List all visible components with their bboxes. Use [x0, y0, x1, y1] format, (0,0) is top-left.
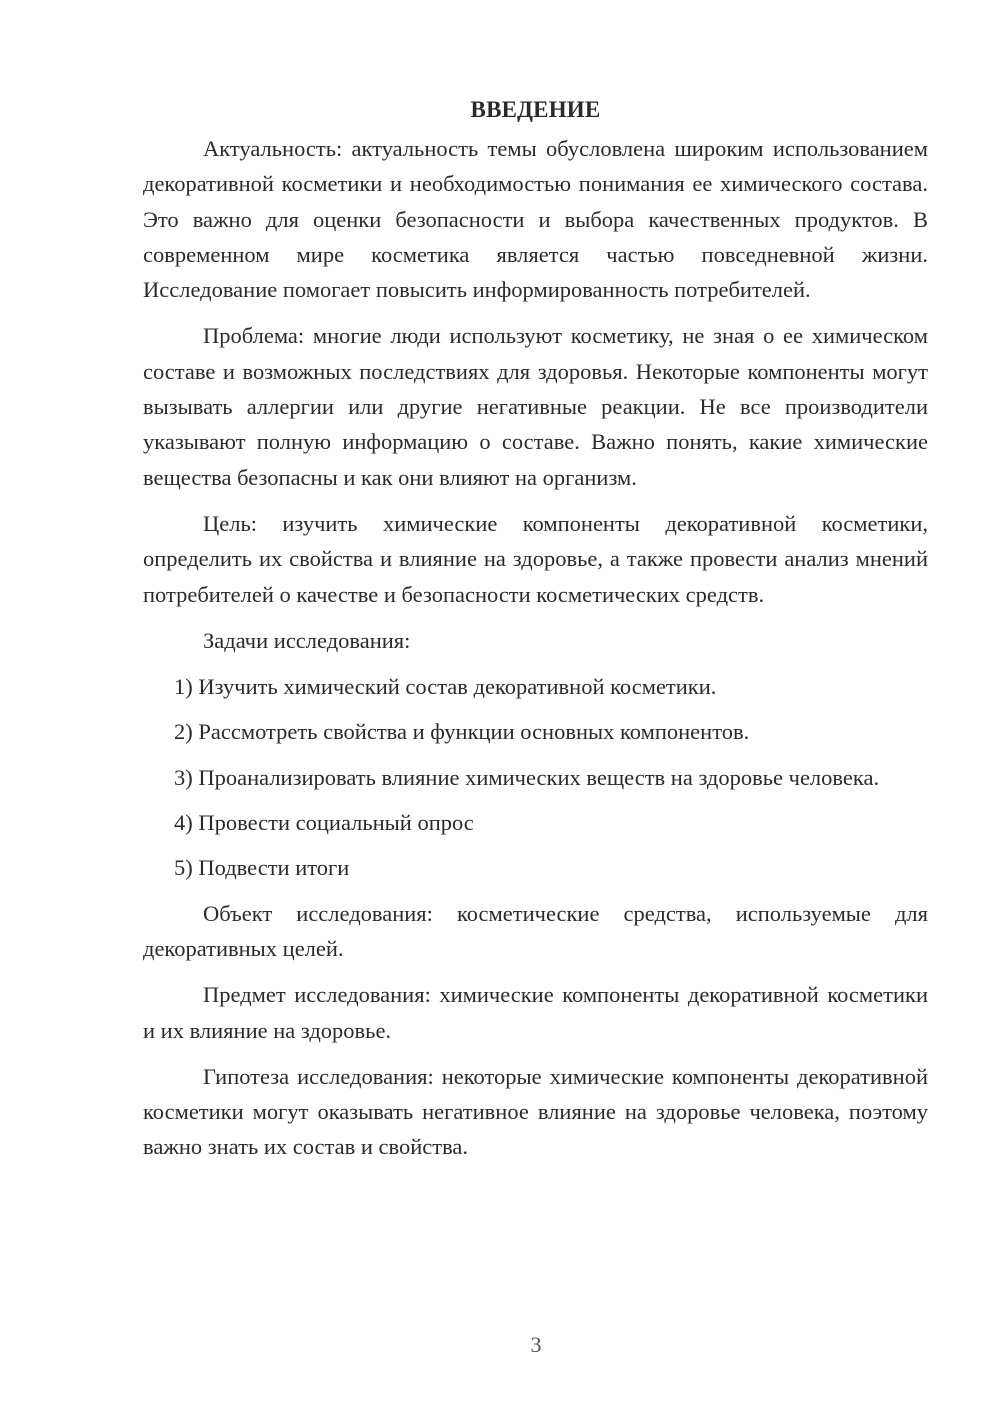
task-item-3: 3) Проанализировать влияние химических веществ на здоровье человека.: [174, 764, 880, 790]
paragraph-object: Объект исследования: косметические средства, используемые для декоративных целей.: [143, 900, 928, 961]
paragraph-problem: Проблема: многие люди используют косметику, не зная о ее химическом составе и возможных последствиях для здоровья. Некоторые компоненты могут вызывать аллергии или другие негативные реакции. Не все производители указывают полную информацию о составе. Важно понять, какие химические вещества безопасны и как они влияют на организм.: [143, 323, 928, 490]
page-body: [143, 92, 928, 1176]
task-item-4: 4) Провести социальный опрос: [174, 810, 474, 836]
task-item-1: 1) Изучить химический состав декоративной косметики.: [174, 674, 717, 700]
paragraph-subject: Предмет исследования: химические компоненты декоративной косметики и их влияние на здоровье.: [143, 982, 928, 1043]
paragraph-goal: Цель: изучить химические компоненты декоративной косметики, определить их свойства и влияние на здоровье, а также провести анализ мнений потребителей о качестве и безопасности косметических средств.: [143, 510, 928, 607]
paragraph-hypothesis: Гипотеза исследования: некоторые химические компоненты декоративной косметики могут оказывать негативное влияние на здоровье человека, поэтому важно знать их состав и свойства.: [143, 1063, 928, 1160]
page-number: 3: [530, 1332, 542, 1357]
paragraph-relevance: Актуальность: актуальность темы обусловлена широким использованием декоративной косметики и необходимостью понимания ее химического состава. Это важно для оценки безопасности и выбора качественных продуктов. В современном мире косметика является частью повседневной жизни. Исследование помогает повысить информированность потребителей.: [143, 136, 928, 303]
tasks-heading: Задачи исследования:: [203, 627, 411, 653]
section-title: ВВЕДЕНИЕ: [470, 97, 601, 122]
task-item-5: 5) Подвести итоги: [174, 855, 350, 881]
task-item-2: 2) Рассмотреть свойства и функции основных компонентов.: [174, 719, 750, 745]
